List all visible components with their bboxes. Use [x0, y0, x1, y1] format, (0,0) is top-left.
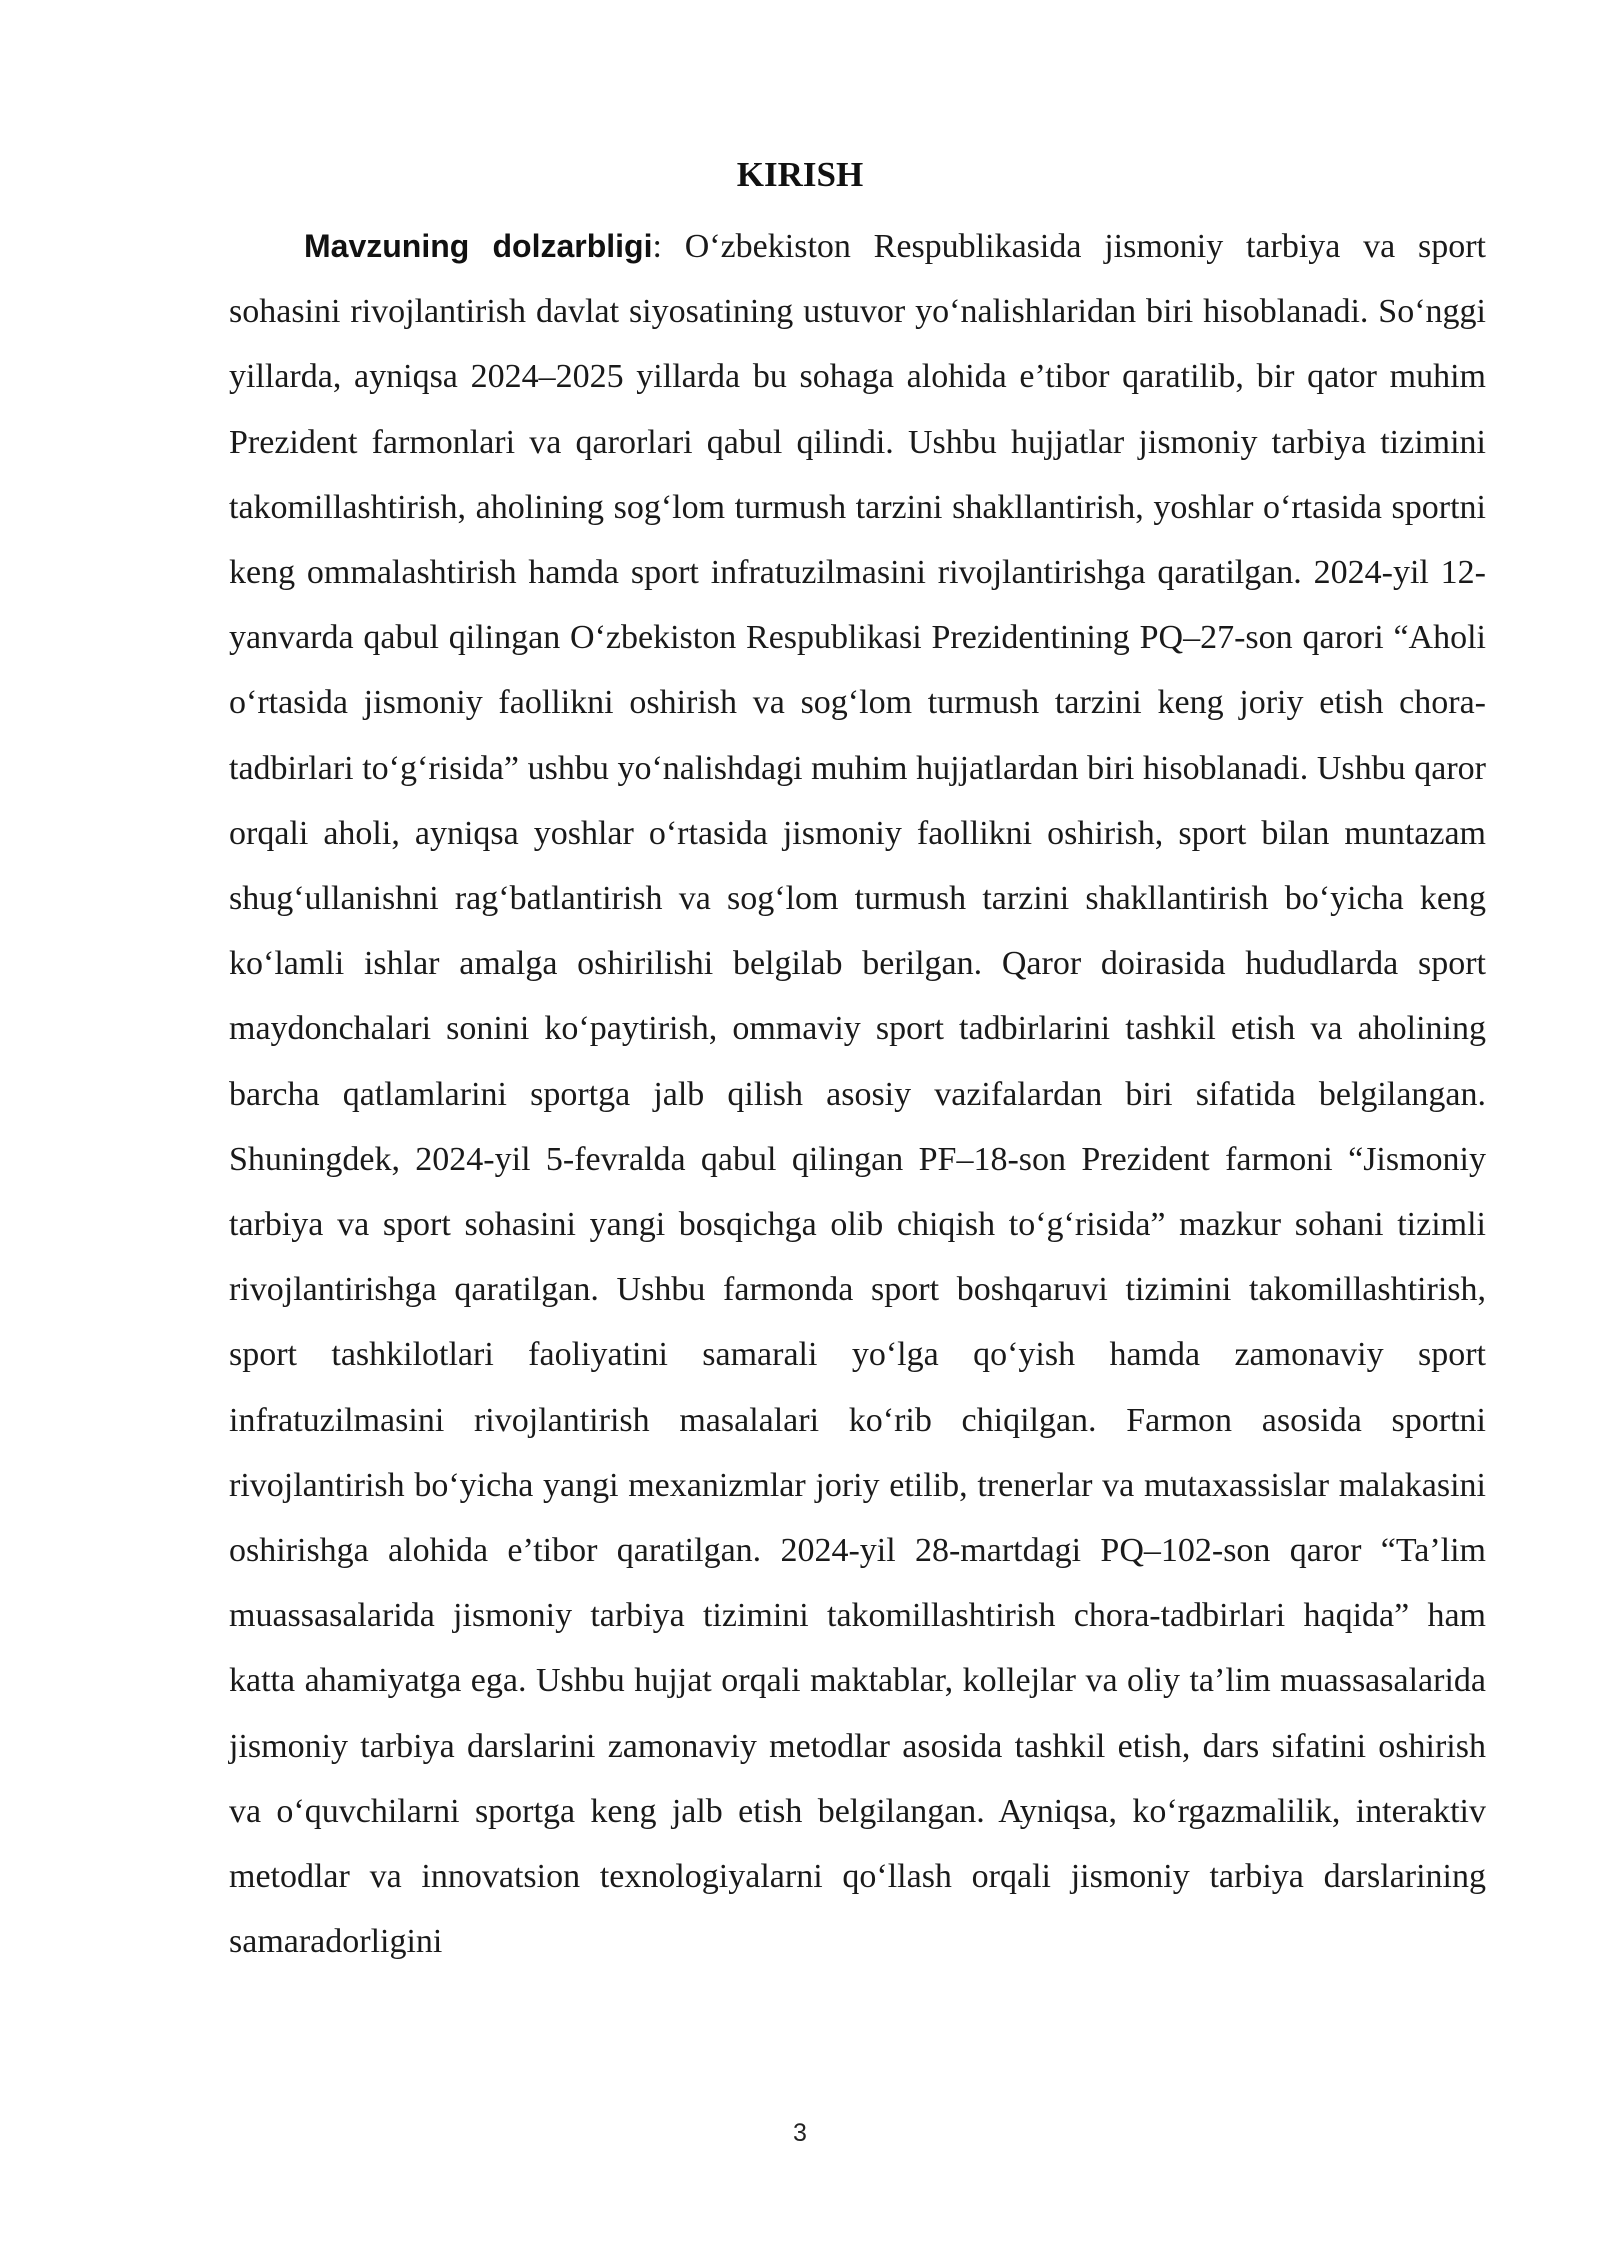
paragraph-text: O‘zbekiston Respublikasida jismoniy tarbiya va sport sohasini rivojlantirish davlat siyosatining ustuvor yo‘nalishlaridan biri hisoblanadi. So‘nggi yillarda, ayniqsa 2024–2025 yillarda bu sohaga alohida e’tibor qaratilib, bir qator muhim Prezident farmonlari va qarorlari qabul qilindi. Ushbu hujjatlar jismoniy tarbiya tizimini takomillashtirish, aholining sog‘lom turmush tarzini shakllantirish, yoshlar o‘rtasida sportni keng ommalashtirish hamda sport infratuzilmasini rivojlantirishga qaratilgan. 2024-yil 12-yanvarda qabul qilingan O‘zbekiston Respublikasi Prezidentining PQ–27-son qarori “Aholi o‘rtasida jismoniy faollikni oshirish va sog‘lom turmush tarzini keng joriy etish chora-tadbirlari to‘g‘risida” ushbu yo‘nalishdagi muhim hujjatlardan biri hisoblanadi. Ushbu qaror orqali aholi, ayniqsa yoshlar o‘rtasida jismoniy faollikni oshirish, sport bilan muntazam shug‘ullanishni rag‘batlantirish va sog‘lom turmush tarzini shakllantirish bo‘yicha keng ko‘lamli ishlar amalga oshirilishi belgilab berilgan. Qaror doirasida hududlarda sport maydonchalari sonini ko‘paytirish, ommaviy sport tadbirlarini tashkil etish va aholining barcha qatlamlarini sportga jalb qilish asosiy vazifalardan biri sifatida belgilangan. Shuningdek, 2024-yil 5-fevralda qabul qilingan PF–18-son Prezident farmoni “Jismoniy tarbiya va sport sohasini yangi bosqichga olib chiqish to‘g‘risida” mazkur sohani tizimli rivojlantirishga qaratilgan. Ushbu farmonda sport boshqaruvi tizimini takomillashtirish, sport tashkilotlari faoliyatini samarali yo‘lga qo‘yish hamda zamonaviy sport infratuzilmasini rivojlantirish masalalari ko‘rib chiqilgan. Farmon asosida sportni rivojlantirish bo‘yicha yangi mexanizmlar joriy etilib, trenerlar va mutaxassislar malakasini oshirishga alohida e’tibor qaratilgan. 2024-yil 28-martdagi PQ–102-son qaror “Ta’lim muassasalarida jismoniy tarbiya tizimini takomillashtirish chora-tadbirlari haqida” ham katta ahamiyatga ega. Ushbu hujjat orqali maktablar, kollejlar va oliy ta’lim muassasalarida jismoniy tarbiya darslarini zamonaviy metodlar asosida tashkil etish, dars sifatini oshirish va o‘quvchilarni sportga keng jalb etish belgilangan. Ayniqsa, ko‘rgazmalilik, interaktiv metodlar va innovatsion texnologiyalarni qo‘llash orqali jismoniy tarbiya darslarining samaradorligini: [229, 228, 1487, 1961]
page-title: KIRISH: [736, 155, 864, 194]
lead-label: Mavzuning dolzarbligi: [304, 228, 653, 264]
lead-separator: :: [652, 228, 685, 265]
body-paragraph: [229, 214, 1486, 1974]
page-number: 3: [793, 2119, 807, 2147]
